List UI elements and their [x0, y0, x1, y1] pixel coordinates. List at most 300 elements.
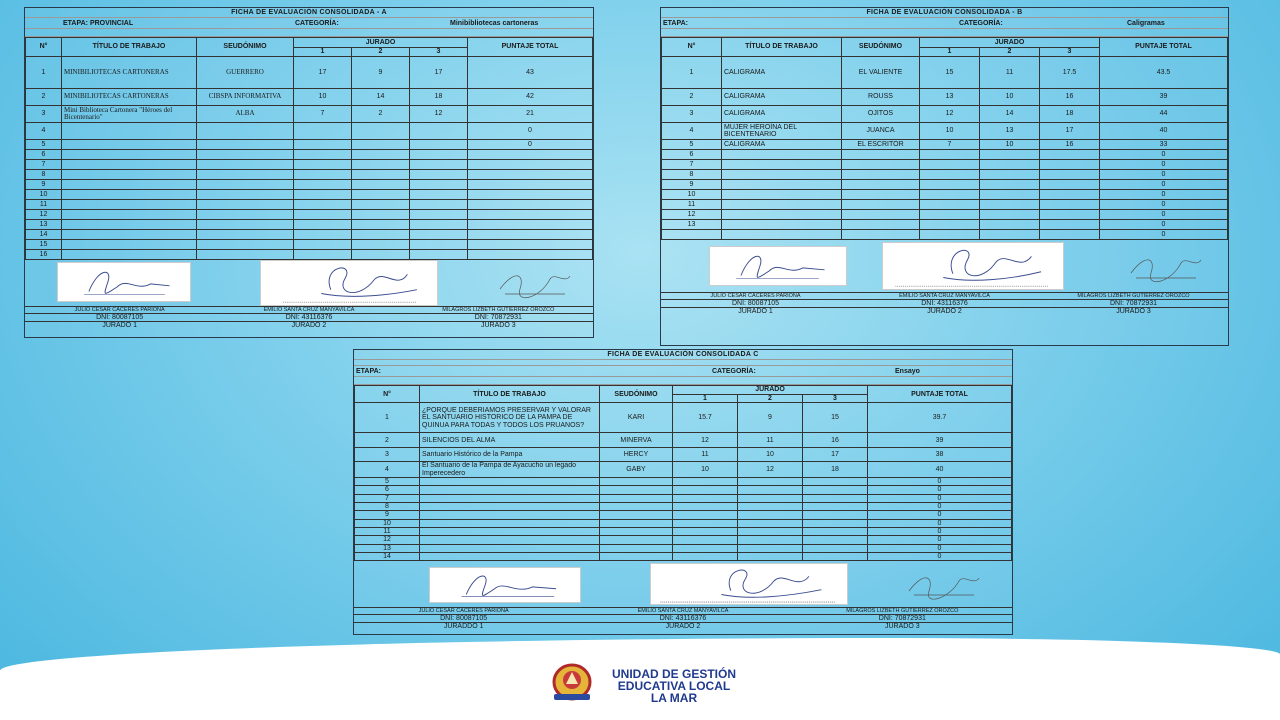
cell-total: 39 — [868, 433, 1012, 448]
cell-titulo: CALIGRAMA — [722, 140, 842, 150]
cell-titulo — [62, 140, 197, 150]
cell-total: 0 — [1100, 200, 1228, 210]
cell-j3 — [410, 250, 468, 260]
cell-j1: 10 — [673, 462, 738, 478]
cell-j1: 17 — [294, 57, 352, 89]
sheet-b-signatures — [661, 240, 1228, 292]
cell-n: 6 — [355, 486, 420, 494]
cell-j1: 7 — [294, 106, 352, 123]
cell-n: 14 — [26, 230, 62, 240]
cell-n: 1 — [355, 403, 420, 433]
cell-total: 39.7 — [868, 403, 1012, 433]
col-header-j2: 2 — [738, 395, 803, 403]
cell-j3: 16 — [1040, 140, 1100, 150]
table-row — [662, 150, 1228, 160]
cell-titulo — [420, 519, 600, 527]
cell-titulo — [722, 200, 842, 210]
cell-titulo — [62, 190, 197, 200]
table-row — [355, 536, 1012, 544]
cell-n: 6 — [662, 150, 722, 160]
sheet-a-meta — [25, 18, 593, 29]
cell-n: 10 — [662, 190, 722, 200]
signer-3-name: MILAGROS LIZBETH GUTIERREZ OROZCO — [846, 608, 959, 615]
cell-total: 0 — [1100, 190, 1228, 200]
cell-j3 — [410, 180, 468, 190]
cell-j2: 9 — [738, 403, 803, 433]
sheet-b-signer-names — [661, 292, 1228, 299]
cell-total: 0 — [1100, 160, 1228, 170]
evaluation-sheet-c — [353, 349, 1013, 635]
ugel-crest-icon — [546, 662, 598, 704]
cell-j2 — [738, 544, 803, 552]
table-row — [355, 494, 1012, 502]
cell-j2 — [352, 160, 410, 170]
cell-seudonimo — [842, 170, 920, 180]
cell-j2: 11 — [980, 57, 1040, 89]
cell-j1 — [294, 123, 352, 140]
signer-1-dni: DNI: 80087105 — [731, 300, 780, 307]
col-header-n: N° — [662, 38, 722, 57]
signer-3-dni: DNI: 70872931 — [878, 615, 926, 623]
cell-seudonimo — [197, 220, 294, 230]
signer-2-role: JURADO 2 — [665, 623, 701, 631]
cell-j1 — [294, 160, 352, 170]
cell-j3 — [803, 511, 868, 519]
cell-j2: 14 — [980, 106, 1040, 123]
cell-titulo — [62, 170, 197, 180]
sheet-a-etapa: ETAPA: PROVINCIAL — [63, 19, 134, 27]
cell-n: 5 — [662, 140, 722, 150]
cell-n: 13 — [26, 220, 62, 230]
cell-titulo: ¿PORQUE DEBERIAMOS PRESERVAR Y VALORAR EL SANTUARIO HISTORICO DE LA PAMPA DE QUINUA PARA TODAS Y TODOS LOS PRUANOS? — [420, 403, 600, 433]
cell-j1 — [294, 200, 352, 210]
cell-j2 — [738, 494, 803, 502]
cell-j1 — [673, 553, 738, 561]
signature-2-image — [260, 260, 438, 306]
cell-j3: 12 — [410, 106, 468, 123]
cell-seudonimo: GABY — [600, 462, 673, 478]
cell-j2 — [352, 250, 410, 260]
cell-seudonimo — [600, 503, 673, 511]
cell-titulo: CALIGRAMA — [722, 106, 842, 123]
cell-j2 — [352, 200, 410, 210]
cell-seudonimo — [197, 250, 294, 260]
cell-titulo — [722, 220, 842, 230]
cell-n: 11 — [662, 200, 722, 210]
cell-j2 — [738, 536, 803, 544]
cell-j3 — [410, 230, 468, 240]
cell-j3 — [410, 210, 468, 220]
cell-j2: 11 — [738, 433, 803, 448]
sheet-c-title: FICHA DE EVALUACIÓN CONSOLIDADA C — [354, 350, 1012, 360]
signer-2-dni: DNI: 43116376 — [659, 615, 707, 623]
cell-j3 — [803, 494, 868, 502]
cell-total: 39 — [1100, 89, 1228, 106]
table-row — [662, 200, 1228, 210]
col-header-seudonimo: SEUDÓNIMO — [197, 38, 294, 57]
cell-total — [468, 160, 593, 170]
cell-total: 33 — [1100, 140, 1228, 150]
cell-titulo — [420, 494, 600, 502]
cell-titulo — [62, 250, 197, 260]
cell-titulo — [420, 503, 600, 511]
cell-j2 — [352, 210, 410, 220]
cell-n: 4 — [662, 123, 722, 140]
signer-2-name: EMILIO SANTA CRUZ MANYAVILCA — [637, 608, 729, 615]
cell-j3: 16 — [803, 433, 868, 448]
cell-j3 — [1040, 170, 1100, 180]
table-row — [355, 403, 1012, 433]
cell-total — [468, 190, 593, 200]
cell-j3 — [410, 140, 468, 150]
cell-j3: 18 — [1040, 106, 1100, 123]
cell-total: 0 — [868, 511, 1012, 519]
cell-j1 — [920, 210, 980, 220]
cell-titulo — [62, 180, 197, 190]
cell-j3 — [1040, 150, 1100, 160]
cell-total: 0 — [1100, 220, 1228, 230]
table-row — [26, 89, 593, 106]
col-header-n: N° — [26, 38, 62, 57]
cell-total: 38 — [868, 448, 1012, 462]
signer-1-role: JURADO 1 — [102, 322, 137, 329]
cell-j1 — [920, 170, 980, 180]
cell-total: 0 — [868, 528, 1012, 536]
table-row — [26, 123, 593, 140]
cell-seudonimo — [842, 220, 920, 230]
signer-1-name: JULIO CÉSAR CÁCERES PARIONA — [418, 608, 509, 615]
table-row — [355, 478, 1012, 486]
cell-titulo — [62, 220, 197, 230]
table-row — [26, 190, 593, 200]
col-header-seudonimo: SEUDÓNIMO — [600, 386, 673, 403]
cell-n: 6 — [26, 150, 62, 160]
cell-n: 12 — [355, 536, 420, 544]
cell-n: 3 — [662, 106, 722, 123]
cell-j2 — [352, 180, 410, 190]
cell-titulo: Mini Biblioteca Cartonera "Héroes del Bicentenario" — [62, 106, 197, 123]
signer-2-name: EMILIO SANTA CRUZ MANYAVILCA — [899, 293, 990, 299]
sheet-a-signer-roles — [25, 321, 593, 329]
org-name — [600, 668, 748, 704]
cell-j2 — [738, 528, 803, 536]
cell-n: 8 — [26, 170, 62, 180]
cell-j2 — [352, 220, 410, 230]
cell-titulo: MINIBILIOTECAS CARTONERAS — [62, 89, 197, 106]
cell-titulo: Santuario Histórico de la Pampa — [420, 448, 600, 462]
cell-titulo — [420, 478, 600, 486]
cell-seudonimo — [197, 180, 294, 190]
col-header-j1: 1 — [673, 395, 738, 403]
signer-1-role: JURADO 1 — [738, 308, 773, 315]
sheet-b-etapa: ETAPA: — [663, 19, 689, 27]
cell-seudonimo: EL VALIENTE — [842, 57, 920, 89]
sheet-a-categoria-value: Minibibliotecas cartoneras — [450, 19, 539, 27]
cell-total: 43.5 — [1100, 57, 1228, 89]
signer-1-dni: DNI: 80087105 — [440, 615, 488, 623]
cell-j1 — [920, 160, 980, 170]
col-header-j3: 3 — [410, 48, 468, 57]
cell-n: 4 — [355, 462, 420, 478]
cell-total: 0 — [868, 478, 1012, 486]
col-header-jurado: JURADO — [673, 386, 868, 395]
sheet-b-title: FICHA DE EVALUACIÓN CONSOLIDADA - B — [661, 8, 1228, 18]
cell-j3 — [1040, 160, 1100, 170]
table-row — [26, 180, 593, 190]
table-row — [662, 89, 1228, 106]
cell-seudonimo — [197, 140, 294, 150]
table-row — [662, 170, 1228, 180]
col-header-total: PUNTAJE TOTAL — [468, 38, 593, 57]
cell-j2: 9 — [352, 57, 410, 89]
cell-seudonimo: ALBA — [197, 106, 294, 123]
table-row — [26, 250, 593, 260]
cell-j1: 15.7 — [673, 403, 738, 433]
cell-j1 — [920, 230, 980, 240]
table-row — [26, 150, 593, 160]
cell-n — [662, 230, 722, 240]
table-row — [355, 433, 1012, 448]
cell-j2 — [738, 511, 803, 519]
sheet-b-signer-dni — [661, 299, 1228, 307]
cell-seudonimo — [600, 494, 673, 502]
cell-j1 — [920, 150, 980, 160]
cell-n: 12 — [662, 210, 722, 220]
cell-seudonimo — [842, 180, 920, 190]
signature-3-image — [1111, 248, 1211, 288]
cell-titulo: MUJER HEROÍNA DEL BICENTENARIO — [722, 123, 842, 140]
cell-n: 7 — [355, 494, 420, 502]
cell-n: 4 — [26, 123, 62, 140]
table-row — [355, 544, 1012, 552]
cell-j1 — [673, 503, 738, 511]
col-header-j1: 1 — [294, 48, 352, 57]
cell-seudonimo — [600, 544, 673, 552]
signature-1-image — [429, 567, 581, 603]
cell-seudonimo — [197, 170, 294, 180]
cell-titulo — [722, 210, 842, 220]
cell-total: 0 — [868, 486, 1012, 494]
cell-j1 — [673, 486, 738, 494]
cell-seudonimo: MINERVA — [600, 433, 673, 448]
cell-j2 — [352, 240, 410, 250]
cell-j1 — [920, 220, 980, 230]
cell-j1: 10 — [294, 89, 352, 106]
cell-seudonimo — [842, 150, 920, 160]
table-row — [26, 160, 593, 170]
cell-j2 — [352, 150, 410, 160]
cell-n: 7 — [662, 160, 722, 170]
cell-total: 44 — [1100, 106, 1228, 123]
col-header-total: PUNTAJE TOTAL — [1100, 38, 1228, 57]
signer-2-dni: DNI: 43116376 — [921, 300, 968, 307]
cell-n: 3 — [355, 448, 420, 462]
cell-total: 0 — [868, 544, 1012, 552]
cell-j3 — [410, 170, 468, 180]
sheet-c-signer-dni — [354, 614, 1012, 622]
sheet-b-categoria-value: Caligramas — [1127, 19, 1165, 27]
cell-titulo — [62, 150, 197, 160]
cell-n: 9 — [662, 180, 722, 190]
cell-j2: 12 — [738, 462, 803, 478]
table-row — [26, 106, 593, 123]
cell-total: 43 — [468, 57, 593, 89]
cell-seudonimo — [197, 150, 294, 160]
cell-j2: 10 — [738, 448, 803, 462]
col-header-j2: 2 — [352, 48, 410, 57]
sheet-c-spacer — [354, 377, 1012, 385]
signature-3-image — [889, 567, 989, 603]
cell-titulo — [62, 160, 197, 170]
table-row — [662, 123, 1228, 140]
evaluation-sheet-b — [660, 7, 1229, 346]
cell-titulo — [62, 200, 197, 210]
cell-j1: 15 — [920, 57, 980, 89]
cell-total — [468, 220, 593, 230]
table-row — [662, 220, 1228, 230]
signer-2-role: JURADO 2 — [927, 308, 962, 315]
cell-j1 — [294, 240, 352, 250]
signer-1-name: JULIO CÉSAR CÁCERES PARIONA — [74, 307, 165, 313]
cell-j1 — [294, 150, 352, 160]
cell-total — [468, 210, 593, 220]
cell-j3: 17 — [803, 448, 868, 462]
signer-3-name: MILAGROS LIZBETH GUTIERREZ OROZCO — [442, 307, 555, 313]
cell-j3 — [410, 160, 468, 170]
cell-total: 0 — [468, 140, 593, 150]
table-row — [662, 57, 1228, 89]
cell-total: 0 — [868, 503, 1012, 511]
cell-seudonimo — [600, 553, 673, 561]
table-row — [662, 160, 1228, 170]
table-row — [26, 220, 593, 230]
cell-j2 — [738, 519, 803, 527]
cell-titulo — [420, 544, 600, 552]
cell-j3 — [410, 190, 468, 200]
cell-seudonimo — [197, 200, 294, 210]
cell-j3 — [1040, 200, 1100, 210]
cell-total — [468, 150, 593, 160]
cell-j2: 14 — [352, 89, 410, 106]
col-header-titulo: TÍTULO DE TRABAJO — [62, 38, 197, 57]
signer-3-role: JURADO 3 — [885, 623, 920, 631]
cell-total — [468, 170, 593, 180]
signer-1-role: JURADDO 1 — [443, 623, 484, 631]
table-row — [355, 553, 1012, 561]
cell-seudonimo — [600, 478, 673, 486]
sheet-b-table — [661, 37, 1228, 240]
cell-titulo — [722, 230, 842, 240]
cell-n: 1 — [662, 57, 722, 89]
cell-j3: 15 — [803, 403, 868, 433]
cell-total: 0 — [1100, 150, 1228, 160]
cell-seudonimo: JUANCA — [842, 123, 920, 140]
cell-j2 — [352, 170, 410, 180]
cell-total — [468, 230, 593, 240]
cell-total — [468, 240, 593, 250]
cell-j3: 18 — [410, 89, 468, 106]
cell-j3 — [803, 519, 868, 527]
sheet-c-etapa: ETAPA: — [356, 367, 382, 375]
sheet-c-signer-roles — [354, 622, 1012, 630]
cell-j3 — [1040, 210, 1100, 220]
cell-total: 0 — [1100, 180, 1228, 190]
cell-j2 — [980, 210, 1040, 220]
cell-j1 — [294, 220, 352, 230]
col-header-seudonimo: SEUDÓNIMO — [842, 38, 920, 57]
cell-titulo — [62, 123, 197, 140]
cell-titulo — [722, 160, 842, 170]
sheet-c-signer-names — [354, 607, 1012, 614]
cell-j2: 10 — [980, 89, 1040, 106]
cell-j1: 13 — [920, 89, 980, 106]
table-row — [662, 140, 1228, 150]
signature-2-image — [882, 242, 1064, 290]
col-header-titulo: TÍTULO DE TRABAJO — [420, 386, 600, 403]
sheet-a-signer-names — [25, 306, 593, 313]
col-header-j2: 2 — [980, 48, 1040, 57]
cell-j2 — [980, 230, 1040, 240]
table-row — [26, 240, 593, 250]
cell-seudonimo — [197, 160, 294, 170]
cell-j3 — [803, 503, 868, 511]
cell-seudonimo — [842, 200, 920, 210]
sheet-a-categoria-label: CATEGORÍA: — [295, 19, 339, 27]
cell-j2 — [980, 180, 1040, 190]
cell-j1 — [673, 528, 738, 536]
signer-3-name: MILAGROS LIZBETH GUTIERREZ OROZCO — [1077, 293, 1190, 299]
cell-j3 — [1040, 190, 1100, 200]
cell-j2 — [980, 190, 1040, 200]
cell-j3 — [803, 478, 868, 486]
cell-seudonimo — [842, 210, 920, 220]
table-row — [26, 200, 593, 210]
cell-j2 — [980, 200, 1040, 210]
cell-j3: 18 — [803, 462, 868, 478]
col-header-titulo: TÍTULO DE TRABAJO — [722, 38, 842, 57]
cell-j2 — [980, 170, 1040, 180]
cell-seudonimo — [600, 528, 673, 536]
cell-j1 — [673, 511, 738, 519]
cell-j1 — [294, 230, 352, 240]
sheet-a-spacer — [25, 29, 593, 37]
cell-n: 15 — [26, 240, 62, 250]
cell-j3 — [803, 553, 868, 561]
cell-j1 — [294, 170, 352, 180]
cell-n: 16 — [26, 250, 62, 260]
cell-seudonimo — [600, 519, 673, 527]
cell-j2 — [738, 486, 803, 494]
col-header-j3: 3 — [803, 395, 868, 403]
cell-j1: 11 — [673, 448, 738, 462]
cell-total — [468, 180, 593, 190]
cell-j3: 16 — [1040, 89, 1100, 106]
cell-seudonimo — [600, 486, 673, 494]
cell-j2 — [980, 150, 1040, 160]
cell-titulo: El Santuario de la Pampa de Ayacucho un legado Imperecedero — [420, 462, 600, 478]
cell-seudonimo — [197, 210, 294, 220]
cell-titulo — [722, 190, 842, 200]
cell-j3 — [1040, 180, 1100, 190]
table-row — [355, 486, 1012, 494]
cell-seudonimo: EL ESCRITOR — [842, 140, 920, 150]
cell-titulo — [420, 486, 600, 494]
sheet-b-rows — [662, 57, 1228, 240]
sheet-b-meta — [661, 18, 1228, 29]
cell-n: 13 — [662, 220, 722, 230]
cell-j2 — [352, 230, 410, 240]
sheet-c-signatures — [354, 561, 1012, 607]
